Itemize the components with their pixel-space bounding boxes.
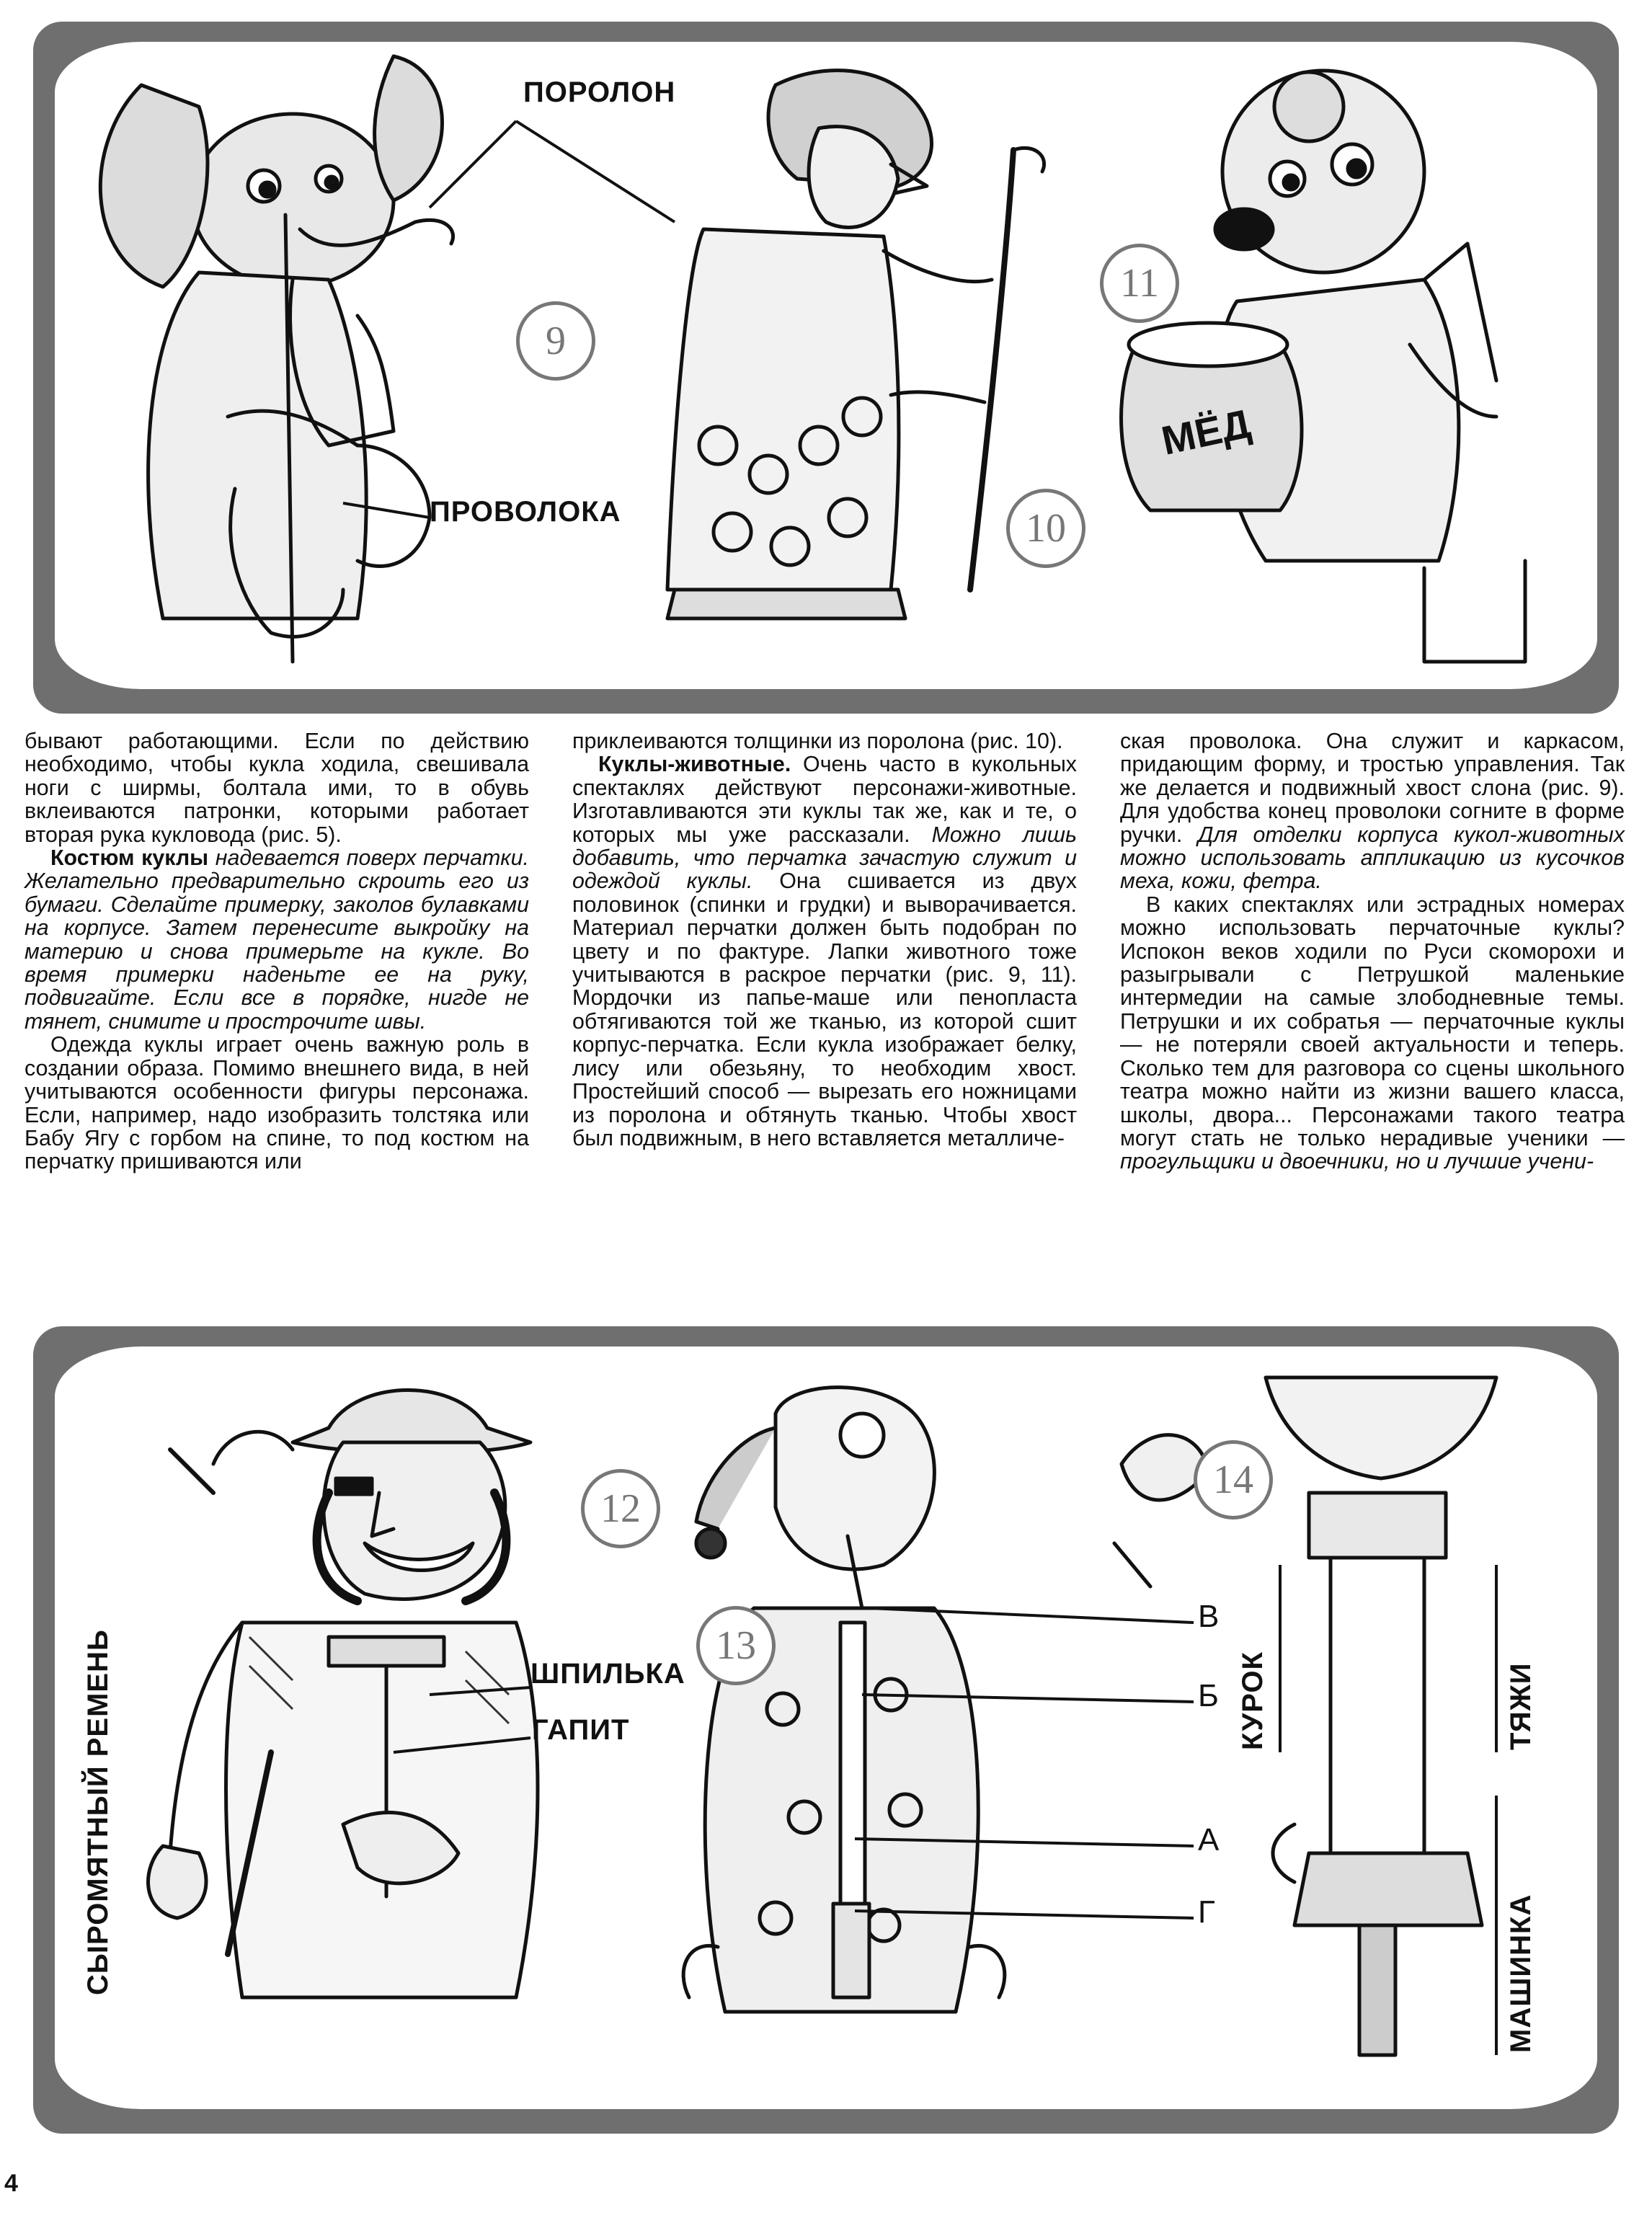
paragraph bbox=[1120, 729, 1625, 893]
top-illustration-area bbox=[55, 42, 1597, 689]
article-column-2 bbox=[572, 729, 1077, 1150]
strap-label: СЫРОМЯТНЫЙ РЕМЕНЬ bbox=[82, 1629, 114, 1995]
paragraph: приклеиваются толщинки из поролона (рис. 10). bbox=[572, 729, 1063, 753]
figure-11-number: 11 bbox=[1100, 244, 1179, 323]
italic-text: Для отделки корпуса кукол-животных можно использовать аппликацию из кусочков меха, кожи, фетра. bbox=[1120, 822, 1625, 894]
paragraph: бывают работающими. Если по действию необходимо, чтобы кукла ходила, свешивала ноги с ширмы, болтала ими, то в обувь вклеиваются патронки, которыми работает вторая рука кукловода (рис. 5). bbox=[25, 729, 529, 847]
label-b: Б bbox=[1198, 1678, 1219, 1713]
plain-text: Она сшивается из двух половинок (спинки и грудки) и выворачивается. Материал перчатки должен быть подобран по цвету и по фактуре. Лапки животного тоже учитываются в раскрое перчатки (рис. 9, 11). Мордочки из папье-маше или пенопласта обтягиваются той же тканью, из которой сшит корпус-перчатка. Если кукла изображает белку, лису или обезьяну, то необходим хвост. Простейший способ — вырезать его ножницами из поролона и обтянуть тканью. Чтобы хвост был подвижным, в него вставляется металличе- bbox=[572, 869, 1077, 1150]
section-lead: Костюм куклы bbox=[50, 846, 209, 871]
article-column-1 bbox=[25, 729, 529, 1173]
porolon-label: ПОРОЛОН bbox=[523, 76, 676, 108]
label-a: А bbox=[1198, 1822, 1220, 1858]
label-g: Г bbox=[1198, 1894, 1215, 1930]
paragraph bbox=[25, 846, 529, 1033]
kurok-label: КУРОК bbox=[1237, 1651, 1269, 1750]
plain-text: ская проволока. Она служит и каркасом, придающим форму, и тростью управления. Так же делается и подвижный хвост слона (рис. 9). Для удобства конец проволоки согните в форме ручки. bbox=[1120, 729, 1625, 847]
article-column-3 bbox=[1120, 729, 1625, 1173]
figure-13-number: 13 bbox=[696, 1606, 776, 1685]
plain-text: Очень часто в кукольных спектаклях действуют персонажи-животные. Изготавливаются эти куклы так же, как и те, о которых мы уже рассказали. bbox=[572, 752, 1077, 847]
top-illustration-frame bbox=[33, 22, 1619, 714]
article-body bbox=[25, 729, 1625, 1299]
gapit-label: ГАПИТ bbox=[532, 1714, 630, 1746]
bottom-illustrations bbox=[55, 1346, 1597, 2109]
bottom-illustration-area bbox=[55, 1346, 1597, 2109]
elephant-puppet-drawing bbox=[100, 56, 453, 662]
paragraph bbox=[572, 753, 1077, 1150]
bottom-illustration-frame bbox=[33, 1326, 1619, 2134]
paragraph bbox=[1120, 893, 1625, 1173]
top-illustrations bbox=[55, 42, 1597, 689]
tyagi-label: ТЯЖИ bbox=[1505, 1662, 1537, 1750]
mechanism-drawing bbox=[1266, 1377, 1496, 2055]
italic-text: надевается поверх перчатки. bbox=[208, 846, 529, 871]
plain-text: В каких спектаклях или эстрадных номерах можно использовать перчаточные куклы? Испокон веков ходили по Руси скоморохи и разыгрывали с Петрушкой маленькие интермедии на самые злободневные темы. Петрушки и их собратья — перчаточные куклы — не потеряли своей актуальности и теперь. Сколько тем для разговора со сцены школьного театра можно найти из жизни вашего класса, школы, двора... Персонажами такого театра могут стать не только нерадивые ученики — bbox=[1120, 892, 1625, 1150]
pin-label: ШПИЛЬКА bbox=[530, 1658, 685, 1690]
figure-14-number: 14 bbox=[1194, 1440, 1273, 1519]
figure-12-number: 12 bbox=[581, 1469, 660, 1548]
italic-text: прогульщики и двоечники, но и лучшие учени- bbox=[1120, 1149, 1594, 1174]
section-lead: Куклы-животные. bbox=[598, 752, 791, 777]
label-v: В bbox=[1198, 1599, 1220, 1634]
figure-10-number: 10 bbox=[1006, 489, 1085, 568]
italic-text: Желательно предварительно скроить его из бумаги. Сделайте примерку, заколов булавками на корпусе. Затем перенесите выкройку на материю и снова примерьте на кукле. Во время примерки наденьте ее на руку, подвигайте. Если все в порядке, нигде не тянет, снимите и прострочите швы. bbox=[25, 869, 529, 1034]
page-number: 4 bbox=[4, 2170, 18, 2197]
mashinka-label: МАШИНКА bbox=[1505, 1894, 1537, 2053]
figure-9-number: 9 bbox=[516, 301, 595, 381]
paragraph: Одежда куклы играет очень важную роль в создании образа. Помимо внешнего вида, в ней учитываются особенности фигуры персонажа. Если, например, надо изобразить толстяка или Бабу Ягу с горбом на спине, то под костюм на перчатку пришиваются или bbox=[25, 1032, 529, 1174]
baba-yaga-puppet-drawing bbox=[667, 71, 1044, 618]
honey-pot-label: МЁД bbox=[1157, 400, 1255, 463]
provoloka-label: ПРОВОЛОКА bbox=[430, 496, 621, 528]
italic-text: Можно лишь добавить, что перчатка зачастую служит и одеждой куклы. bbox=[572, 822, 1077, 894]
